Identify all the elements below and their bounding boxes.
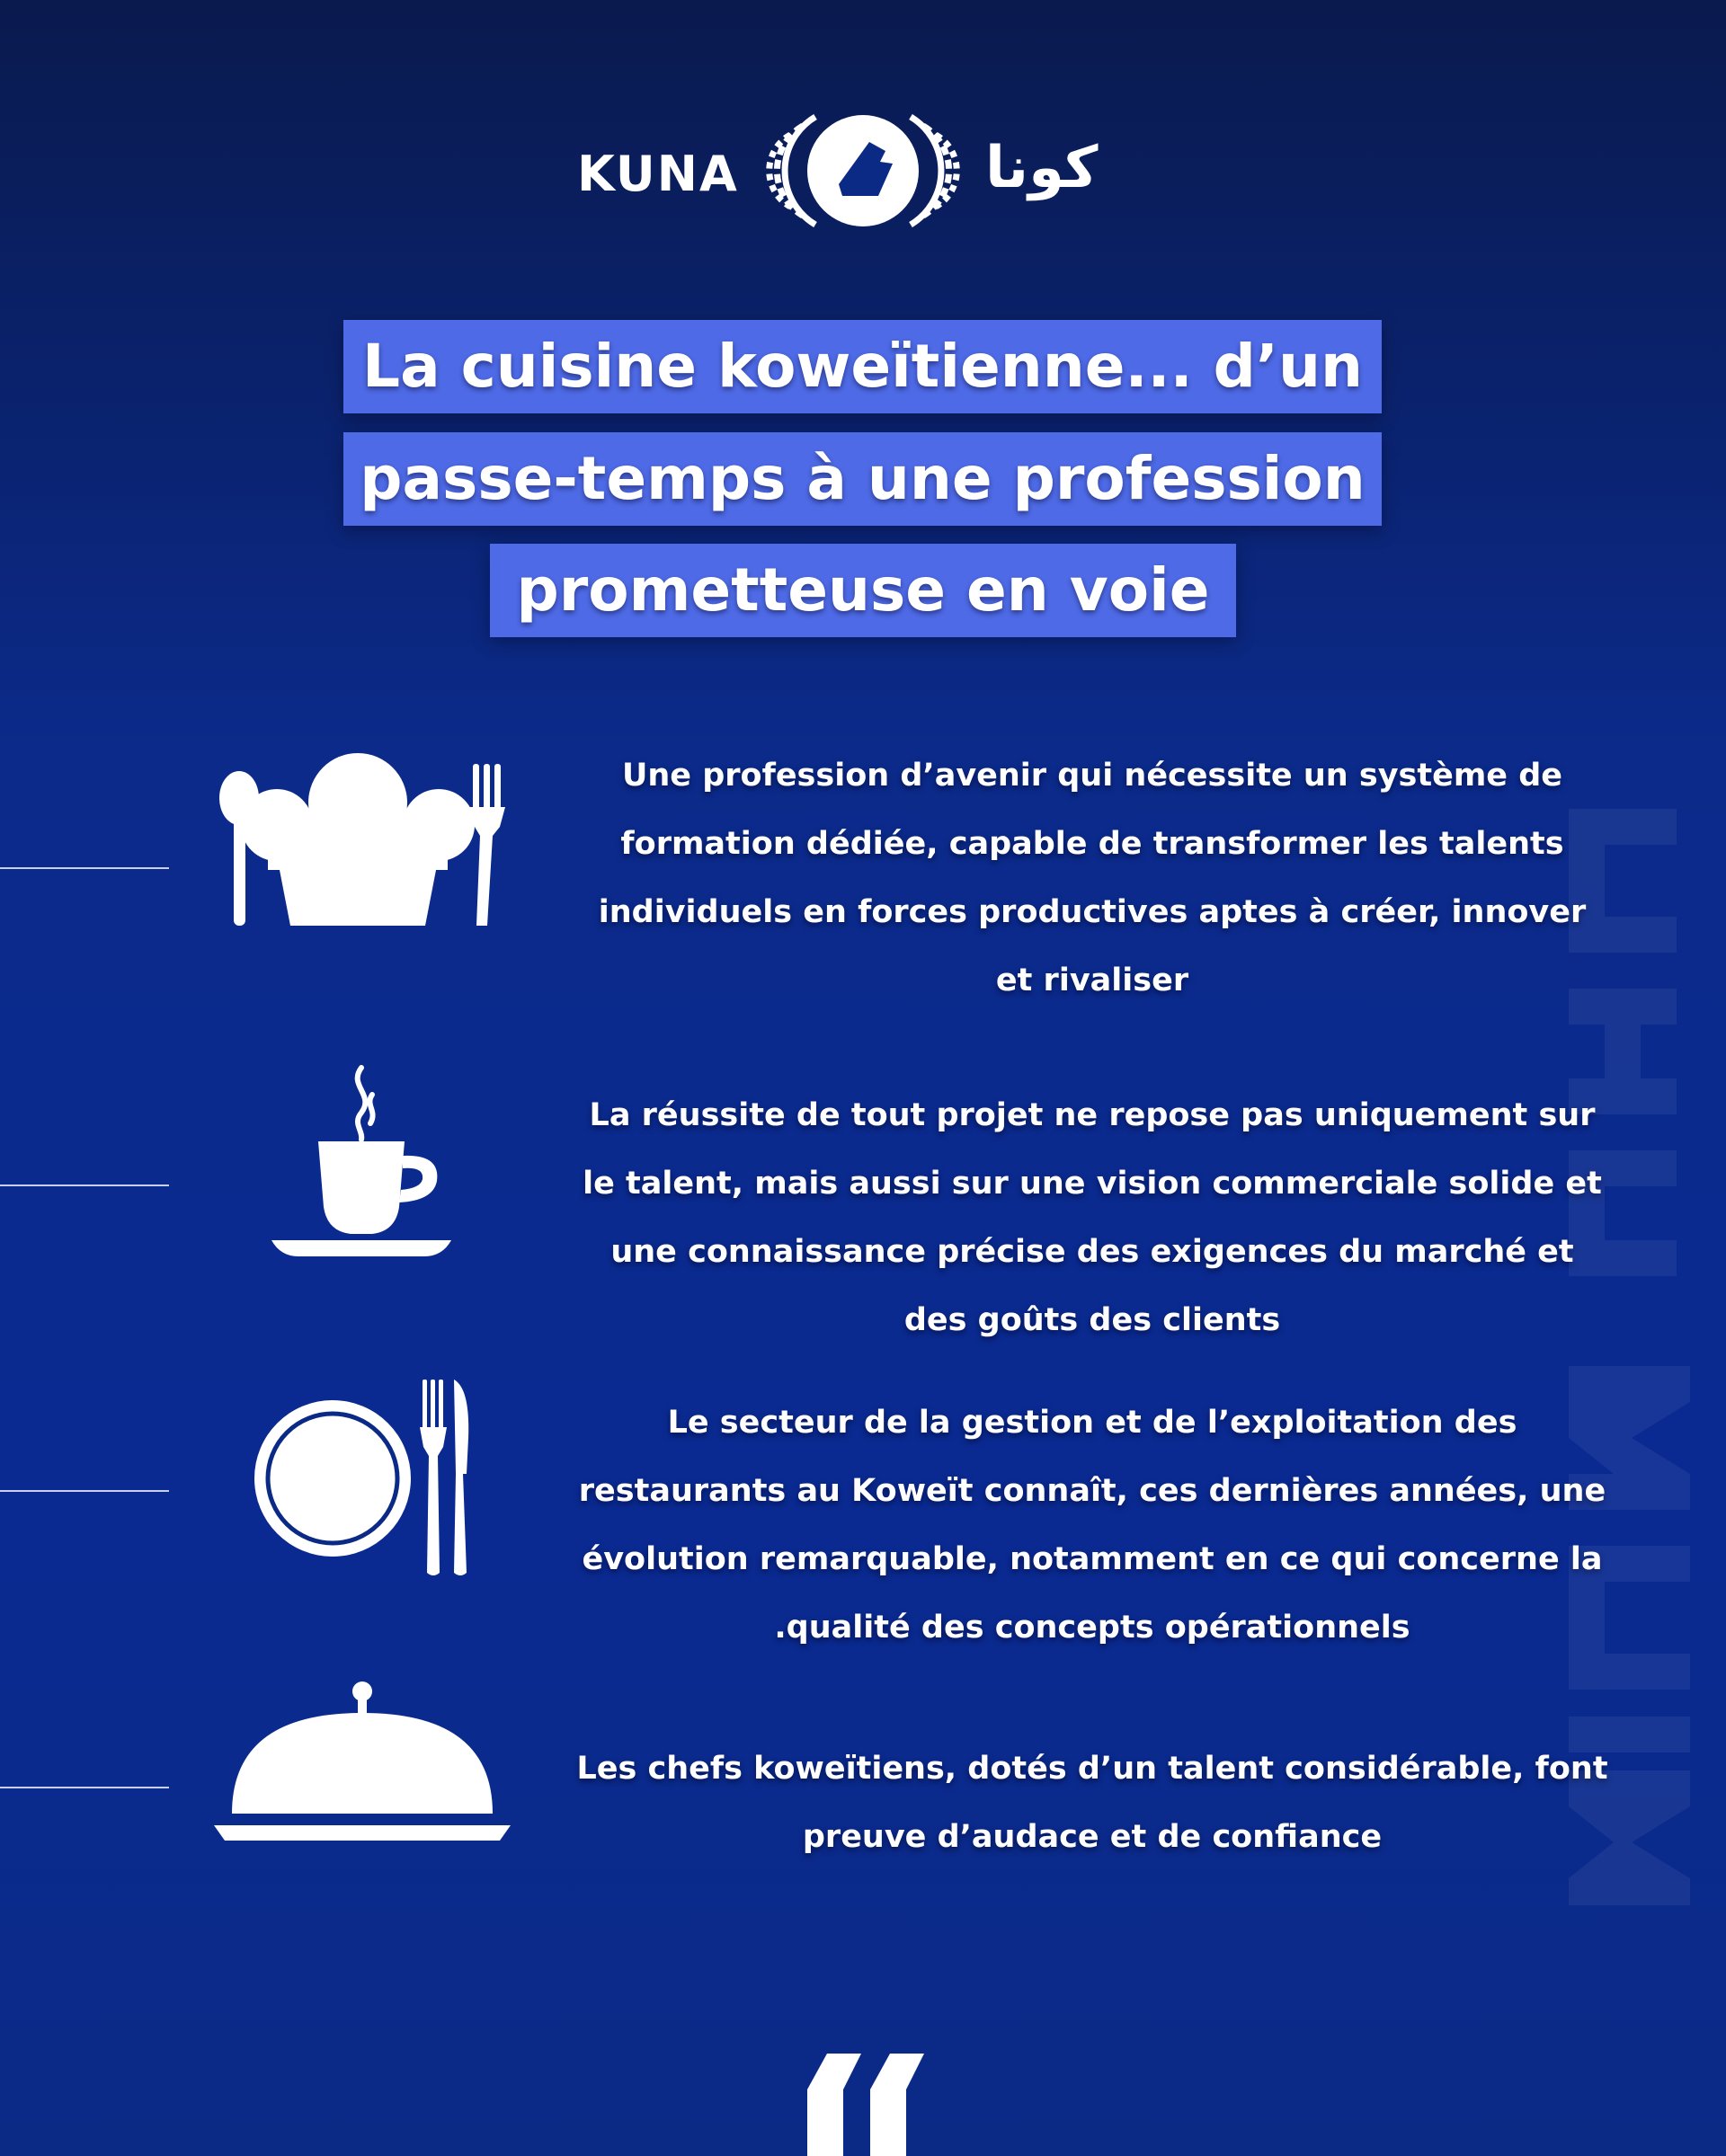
plate-fork-knife-icon xyxy=(254,1375,470,1577)
title-line-1: La cuisine koweïtienne... d’un xyxy=(343,320,1382,413)
title-line-3: prometteuse en voie xyxy=(490,544,1236,637)
coffee-cup-icon xyxy=(271,1059,451,1256)
item-1-text: Une profession d’avenir qui nécessite un système de formation dédiée, capable de transformer les talents individuels en forces productives aptes à créer, innover et rivaliser xyxy=(598,758,1587,998)
kuna-emblem-icon xyxy=(760,99,966,243)
title-line-2: passe-temps à une profession xyxy=(343,432,1382,526)
side-line-3 xyxy=(0,1490,169,1492)
side-line-2 xyxy=(0,1184,169,1186)
item-2-text: La réussite de tout projet ne repose pas uniquement sur le talent, mais aussi sur une vision commerciale solide et une connaissance précise des exigences du marché et des goûts des clients xyxy=(583,1097,1602,1338)
quotation-mark-icon xyxy=(800,2054,926,2156)
item-4-text: Les chefs koweïtiens, dotés d’un talent considérable, font preuve d’audace et de confiance xyxy=(576,1751,1608,1855)
kuna-watermark xyxy=(1560,809,1699,1905)
item-3-text: Le secteur de la gestion et de l’exploitation des restaurants au Koweït connaît, ces dernières années, une évolution remarquable, notamment en ce qui concerne la .qualité des concepts opérationnels xyxy=(578,1405,1606,1646)
side-line-4 xyxy=(0,1787,169,1788)
chef-hat-cutlery-icon xyxy=(214,753,511,933)
logo-arabic-text: كونا xyxy=(985,135,1099,201)
cloche-icon xyxy=(214,1679,511,1841)
logo-latin-text: KUNA xyxy=(577,146,739,202)
side-line-1 xyxy=(0,867,169,869)
